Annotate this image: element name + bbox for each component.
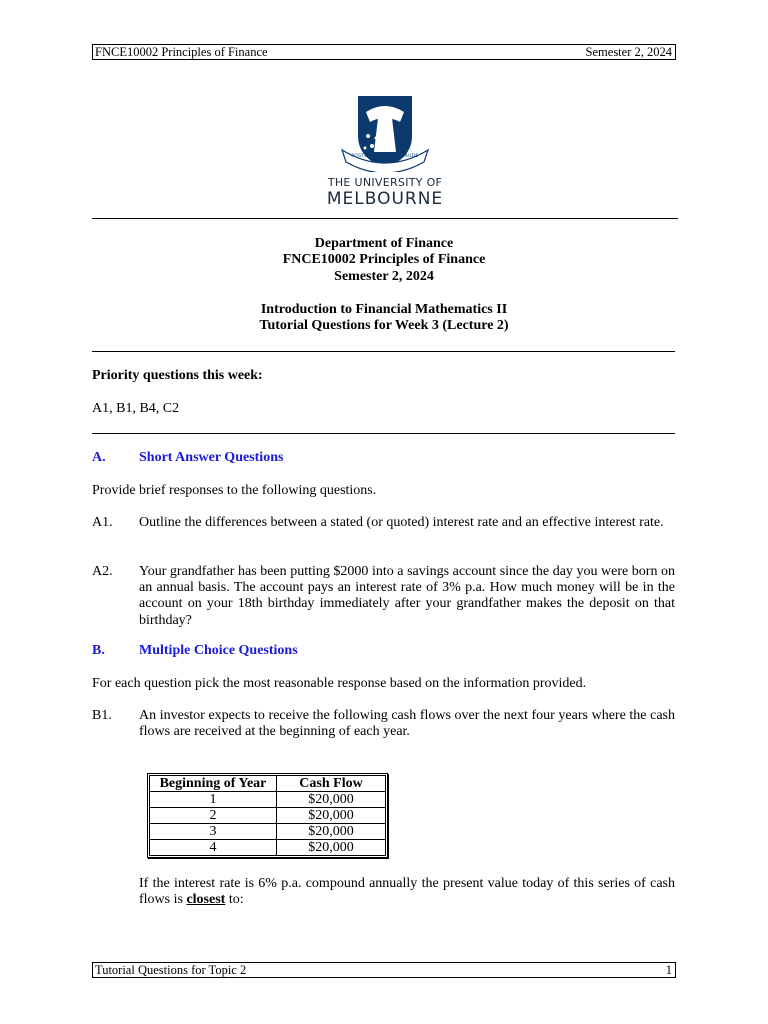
section-a-title: Short Answer Questions — [139, 450, 284, 465]
topic-title: Introduction to Financial Mathematics II — [260, 302, 508, 317]
header-course: FNCE10002 Principles of Finance — [95, 45, 268, 59]
logo-motto: POSTERA CRESCAM LAUDE — [351, 154, 419, 159]
semester-title: Semester 2, 2024 — [334, 269, 434, 284]
university-logo — [320, 92, 450, 210]
table-row — [150, 808, 386, 824]
table-row — [150, 824, 386, 840]
page-footer — [92, 962, 676, 978]
table-row — [150, 840, 386, 856]
question-a2-text: Your grandfather has been putting $2000 into a savings account since the day you were born on an annual basis. The account pays an interest rate of 3% p.a. How much money will be in the account on your 18th birthday immediately after your grandfather makes the deposit on that birthday? — [139, 564, 675, 628]
table-cell-cashflow: $20,000 — [277, 808, 386, 824]
section-b-title: Multiple Choice Questions — [139, 643, 298, 658]
question-b1-text: An investor expects to receive the following cash flows over the next four years where the cash flows are received at the beginning of each year. — [139, 708, 675, 740]
table-row — [150, 792, 386, 808]
course-title: FNCE10002 Principles of Finance — [282, 252, 486, 267]
cash-flow-table — [147, 773, 388, 858]
page-header — [92, 44, 676, 60]
department-title: Department of Finance — [314, 236, 454, 251]
section-a-letter: A. — [92, 450, 106, 465]
crest-icon — [320, 92, 450, 172]
followup-emphasis: closest — [186, 892, 226, 908]
logo-line2: MELBOURNE — [326, 189, 444, 209]
priority-divider — [92, 433, 675, 434]
priority-heading: Priority questions this week: — [92, 368, 263, 383]
question-b1-followup — [139, 876, 675, 908]
table-cell-year: 1 — [150, 792, 277, 808]
table-cell-year: 2 — [150, 808, 277, 824]
followup-post: to: — [225, 892, 244, 908]
section-b-letter: B. — [92, 643, 105, 658]
section-a-intro: Provide brief responses to the following questions. — [92, 483, 377, 498]
logo-line1: THE UNIVERSITY OF — [327, 176, 443, 189]
question-b1-number: B1. — [92, 708, 112, 723]
table-cell-cashflow: $20,000 — [277, 824, 386, 840]
table-header-year: Beginning of Year — [150, 776, 277, 792]
question-a1-number: A1. — [92, 515, 113, 530]
table-cell-cashflow: $20,000 — [277, 792, 386, 808]
priority-list: A1, B1, B4, C2 — [92, 401, 180, 416]
question-a1-text: Outline the differences between a stated (or quoted) interest rate and an effective interest rate. — [139, 515, 664, 530]
top-divider — [92, 218, 678, 219]
tutorial-subtitle: Tutorial Questions for Week 3 (Lecture 2) — [259, 318, 509, 333]
table-cell-year: 4 — [150, 840, 277, 856]
question-a2-number: A2. — [92, 564, 113, 579]
table-header-row — [150, 776, 386, 792]
section-b-intro: For each question pick the most reasonable response based on the information provided. — [92, 676, 587, 691]
table-cell-cashflow: $20,000 — [277, 840, 386, 856]
followup-pre: If the interest rate is 6% p.a. compound annually the present value today of this series of cash flows is — [139, 876, 675, 908]
table-header-cashflow: Cash Flow — [277, 776, 386, 792]
footer-title: Tutorial Questions for Topic 2 — [95, 963, 247, 977]
title-divider — [92, 351, 675, 352]
header-semester: Semester 2, 2024 — [585, 45, 672, 59]
table-cell-year: 3 — [150, 824, 277, 840]
page-number: 1 — [665, 963, 672, 977]
